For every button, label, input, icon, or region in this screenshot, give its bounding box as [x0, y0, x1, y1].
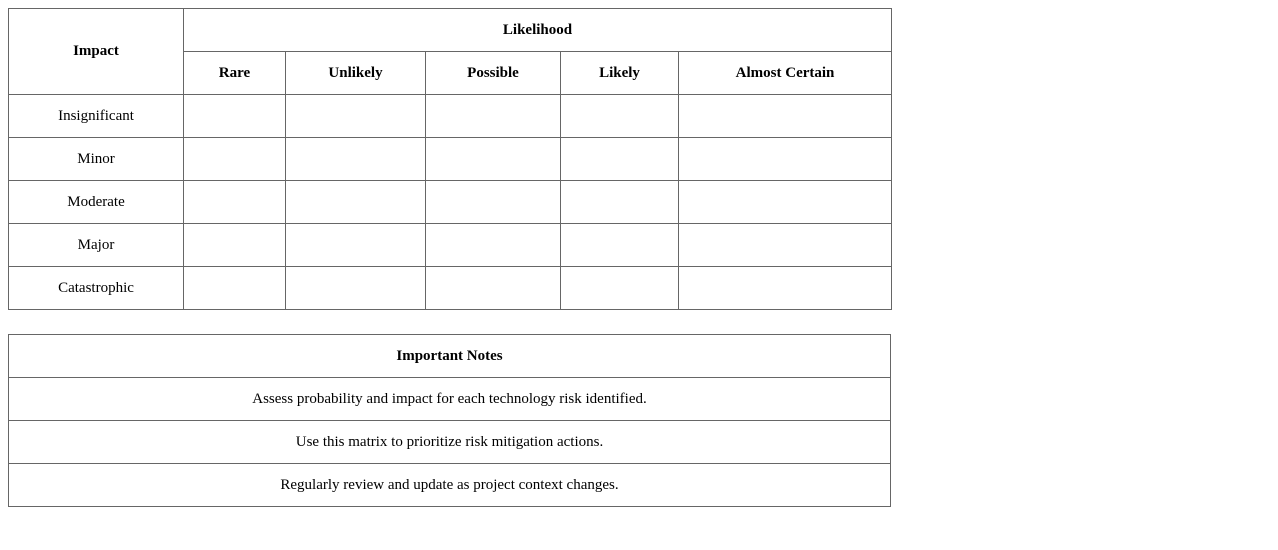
matrix-cell	[184, 267, 286, 310]
matrix-cell	[679, 224, 892, 267]
note-item: Use this matrix to prioritize risk mitigation actions.	[9, 421, 891, 464]
table-row	[9, 181, 892, 224]
notes-table	[8, 334, 891, 507]
likelihood-header: Likelihood	[184, 9, 892, 52]
note-item: Assess probability and impact for each technology risk identified.	[9, 378, 891, 421]
row-label: Catastrophic	[9, 267, 184, 310]
matrix-cell	[184, 138, 286, 181]
matrix-cell	[426, 267, 561, 310]
matrix-cell	[561, 267, 679, 310]
matrix-cell	[426, 138, 561, 181]
matrix-cell	[561, 224, 679, 267]
matrix-cell	[184, 95, 286, 138]
matrix-cell	[679, 138, 892, 181]
matrix-cell	[561, 138, 679, 181]
matrix-cell	[286, 95, 426, 138]
table-row	[9, 267, 892, 310]
table-row	[9, 224, 892, 267]
row-label: Major	[9, 224, 184, 267]
matrix-cell	[426, 95, 561, 138]
matrix-cell	[426, 181, 561, 224]
matrix-cell	[679, 267, 892, 310]
table-row	[9, 138, 892, 181]
impact-header: Impact	[9, 9, 184, 95]
table-row	[9, 421, 891, 464]
note-item: Regularly review and update as project context changes.	[9, 464, 891, 507]
matrix-cell	[426, 224, 561, 267]
risk-matrix-table	[8, 8, 892, 310]
matrix-cell	[286, 267, 426, 310]
column-header: Possible	[426, 52, 561, 95]
matrix-cell	[184, 181, 286, 224]
matrix-cell	[184, 224, 286, 267]
matrix-cell	[561, 95, 679, 138]
column-header: Almost Certain	[679, 52, 892, 95]
matrix-cell	[286, 181, 426, 224]
table-row	[9, 95, 892, 138]
matrix-cell	[286, 224, 426, 267]
row-label: Minor	[9, 138, 184, 181]
matrix-cell	[561, 181, 679, 224]
matrix-cell	[679, 181, 892, 224]
table-row	[9, 464, 891, 507]
column-header: Likely	[561, 52, 679, 95]
column-header: Unlikely	[286, 52, 426, 95]
matrix-cell	[679, 95, 892, 138]
row-label: Insignificant	[9, 95, 184, 138]
column-header: Rare	[184, 52, 286, 95]
row-label: Moderate	[9, 181, 184, 224]
notes-title: Important Notes	[9, 335, 891, 378]
matrix-cell	[286, 138, 426, 181]
table-row	[9, 378, 891, 421]
